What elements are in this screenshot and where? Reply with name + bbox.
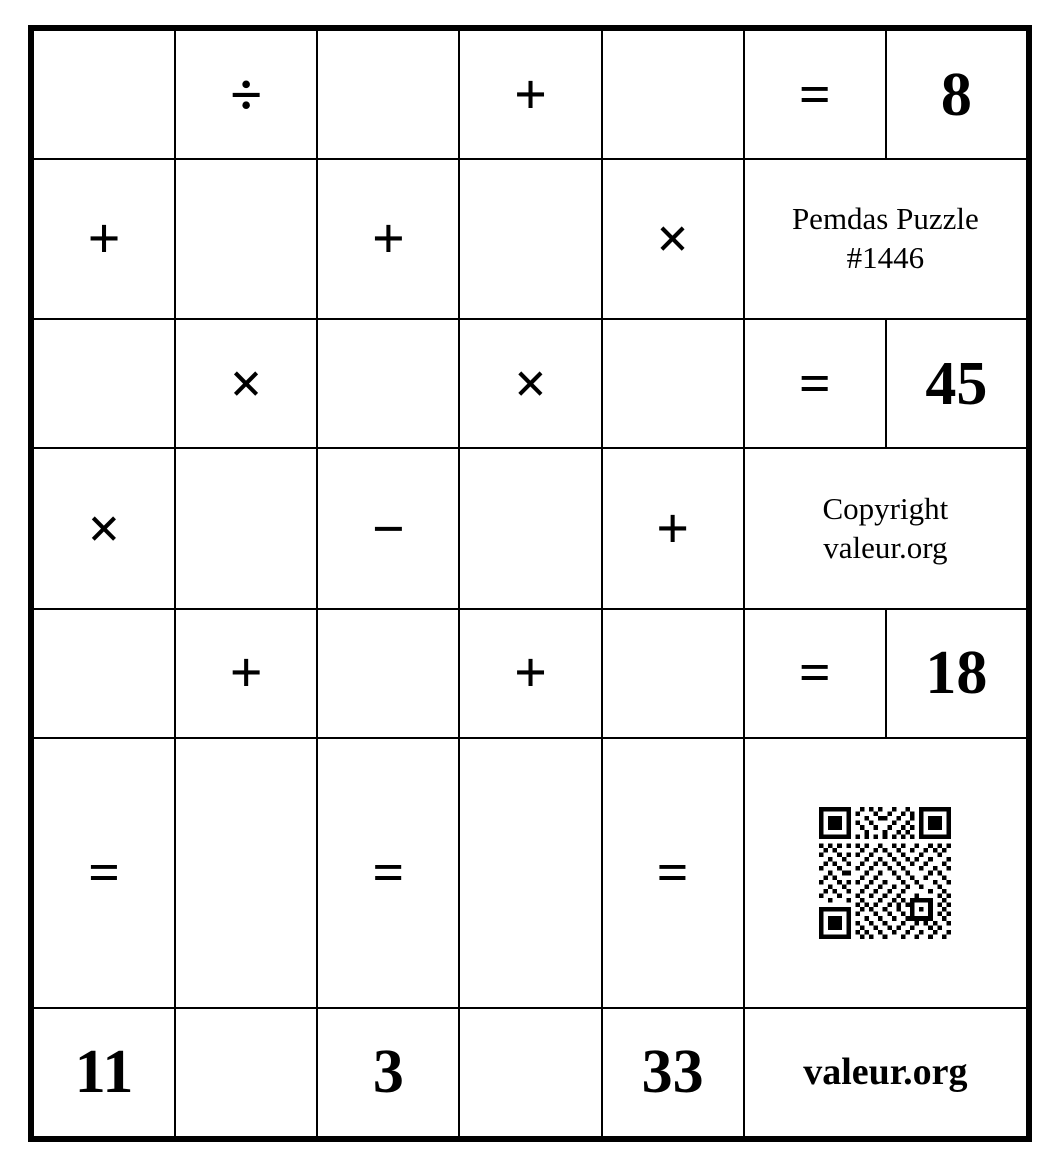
answer-cell-r3c5[interactable] <box>602 319 744 448</box>
pemdas-puzzle-grid <box>28 25 1032 1142</box>
answer-cell-r1c1[interactable] <box>33 30 175 159</box>
answer-cell-r1c5[interactable] <box>602 30 744 159</box>
brand-label: valeur.org <box>744 1008 1027 1137</box>
operator-plus-icon: + <box>175 609 317 738</box>
operator-plus-icon: + <box>602 448 744 608</box>
row-result-3: 18 <box>886 609 1027 738</box>
puzzle-title <box>744 159 1027 319</box>
puzzle-row <box>33 1008 1027 1137</box>
spacer-cell <box>459 448 601 608</box>
puzzle-row <box>33 609 1027 738</box>
row-result-2: 45 <box>886 319 1027 448</box>
copyright-line1: Copyright <box>822 490 949 526</box>
spacer-cell <box>459 1008 601 1137</box>
column-result-2: 3 <box>317 1008 459 1137</box>
spacer-cell <box>175 1008 317 1137</box>
qr-code-svg <box>819 807 951 939</box>
equals-icon: = <box>744 609 886 738</box>
equals-icon: = <box>744 30 886 159</box>
spacer-cell <box>175 159 317 319</box>
operator-plus-icon: + <box>459 30 601 159</box>
operator-plus-icon: + <box>459 609 601 738</box>
answer-cell-r1c3[interactable] <box>317 30 459 159</box>
equals-icon: = <box>744 319 886 448</box>
qr-code-icon <box>745 739 1026 1007</box>
answer-cell-r3c3[interactable] <box>317 319 459 448</box>
answer-cell-r5c3[interactable] <box>317 609 459 738</box>
operator-plus-icon: + <box>317 159 459 319</box>
puzzle-row <box>33 159 1027 319</box>
operator-plus-icon: + <box>33 159 175 319</box>
equals-icon: = <box>317 738 459 1008</box>
puzzle-row <box>33 319 1027 448</box>
answer-cell-r5c5[interactable] <box>602 609 744 738</box>
operator-multiply-icon: × <box>175 319 317 448</box>
operator-minus-icon: − <box>317 448 459 608</box>
puzzle-row <box>33 448 1027 608</box>
operator-divide-icon: ÷ <box>175 30 317 159</box>
qr-code-cell <box>744 738 1027 1008</box>
operator-multiply-icon: × <box>459 319 601 448</box>
row-result-1: 8 <box>886 30 1027 159</box>
copyright-notice <box>744 448 1027 608</box>
equals-icon: = <box>33 738 175 1008</box>
equals-icon: = <box>602 738 744 1008</box>
answer-cell-r5c1[interactable] <box>33 609 175 738</box>
copyright-line2: valeur.org <box>823 529 948 565</box>
spacer-cell <box>459 159 601 319</box>
operator-multiply-icon: × <box>33 448 175 608</box>
operator-multiply-icon: × <box>602 159 744 319</box>
column-result-1: 11 <box>33 1008 175 1137</box>
puzzle-row <box>33 30 1027 159</box>
puzzle-title-line2: #1446 <box>846 240 925 276</box>
puzzle-title-line1: Pemdas Puzzle <box>791 201 979 237</box>
puzzle-table <box>32 29 1028 1138</box>
spacer-cell <box>175 738 317 1008</box>
puzzle-row <box>33 738 1027 1008</box>
spacer-cell <box>459 738 601 1008</box>
column-result-3: 33 <box>602 1008 744 1137</box>
spacer-cell <box>175 448 317 608</box>
answer-cell-r3c1[interactable] <box>33 319 175 448</box>
